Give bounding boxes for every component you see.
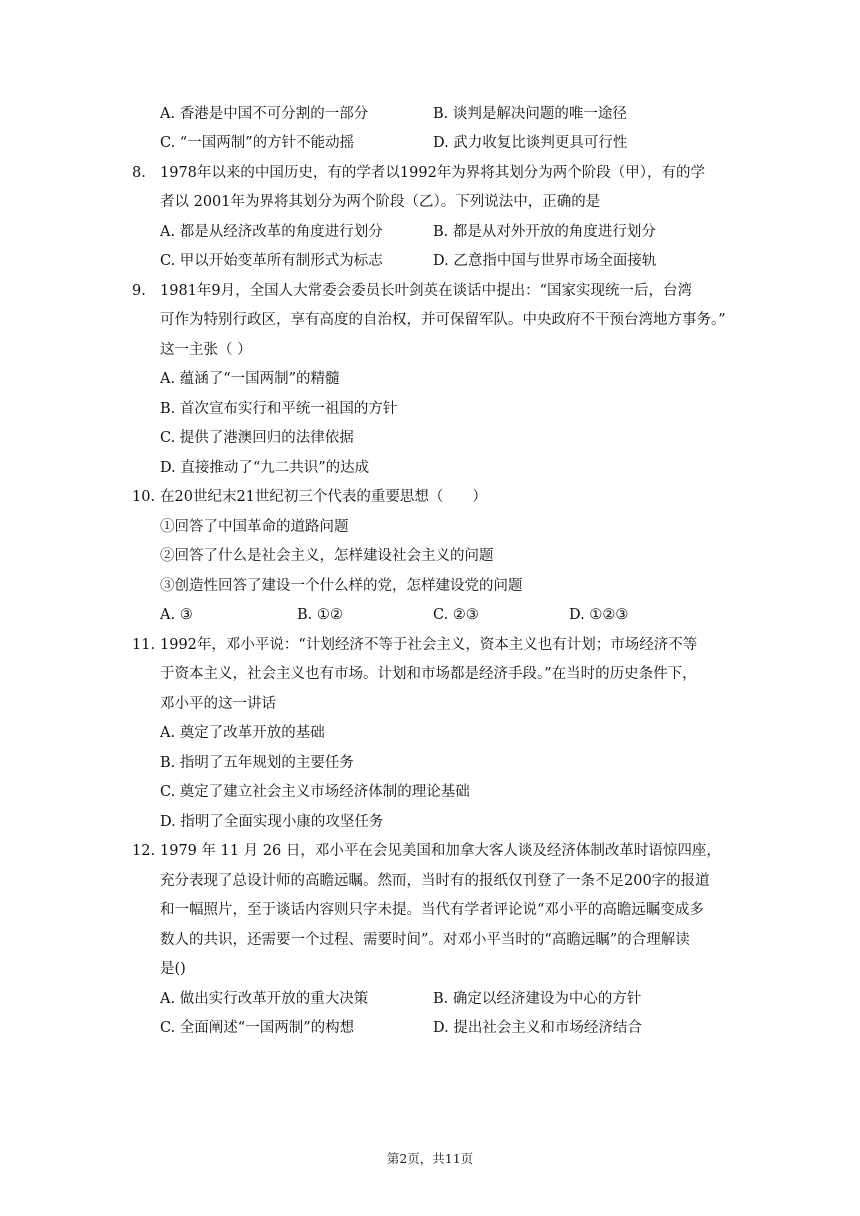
question-stem: 1981年9月，全国人大常委会委员长叶剑英在谈话中提出：“国家实现统一后，台湾: [160, 283, 693, 299]
option-a: A. 都是从经济改革的角度进行划分: [160, 224, 383, 240]
statement-item: ②回答了什么是社会主义，怎样建设社会主义的问题: [160, 548, 494, 564]
question-stem: 这一主张（ ）: [160, 342, 252, 358]
q7-option-c: C. “一国两制”的方针不能动摇: [160, 135, 355, 151]
q7-option-a: A. 香港是中国不可分割的一部分: [160, 106, 369, 122]
option-b: B. 确定以经济建设为中心的方针: [433, 991, 642, 1007]
statement-item: ①回答了中国革命的道路问题: [160, 519, 349, 535]
page-footer: 第2页，共11页: [386, 1151, 474, 1166]
question-stem: 和一幅照片，至于谈话内容则只字未提。当代有学者评论说“邓小平的高瞻远瞩变成多: [160, 902, 704, 918]
option-a: A. ③: [160, 607, 193, 623]
question-number: 8.: [132, 165, 146, 181]
option-c: C. 甲以开始变革所有制形式为标志: [160, 253, 383, 269]
question-stem: 1979 年 11 月 26 日，邓小平在会见美国和加拿大客人谈及经济体制改革时语惊四座，: [160, 843, 721, 859]
question-number: 10.: [132, 489, 156, 505]
option-d: D. ①②③: [569, 607, 629, 623]
option-b: B. ①②: [297, 607, 343, 623]
question-stem: 者以 2001年为界将其划分为两个阶段（乙）。下列说法中，正确的是: [160, 194, 601, 210]
q7-option-d: D. 武力收复比谈判更具可行性: [433, 135, 628, 151]
option-b: B. 都是从对外开放的角度进行划分: [433, 224, 656, 240]
question-stem: 是(): [160, 961, 186, 977]
question-number: 11.: [132, 637, 156, 653]
option-a: A. 奠定了改革开放的基础: [160, 725, 325, 741]
option-a: A. 做出实行改革开放的重大决策: [160, 991, 369, 1007]
question-stem: 于资本主义，社会主义也有市场。计划和市场都是经济手段。”在当时的历史条件下，: [160, 666, 697, 682]
q7-option-b: B. 谈判是解决问题的唯一途径: [433, 106, 627, 122]
option-d: D. 提出社会主义和市场经济结合: [433, 1020, 642, 1036]
question-stem: 数人的共识，还需要一个过程、需要时间”。对邓小平当时的“高瞻远瞩”的合理解读: [160, 932, 690, 948]
question-stem: 1978年以来的中国历史，有的学者以1992年为界将其划分为两个阶段（甲），有的学: [160, 165, 706, 181]
option-b: B. 首次宣布实行和平统一祖国的方针: [160, 401, 398, 417]
option-d: D. 直接推动了“九二共识”的达成: [160, 460, 370, 476]
question-stem: 邓小平的这一讲话: [160, 696, 276, 712]
option-d: D. 乙意指中国与世界市场全面接轨: [433, 253, 657, 269]
option-b: B. 指明了五年规划的主要任务: [160, 755, 354, 771]
question-stem: 在20世纪末21世纪初三个代表的重要思想（ ）: [160, 489, 487, 505]
question-stem: 可作为特别行政区，享有高度的自治权，并可保留军队。中央政府不干预台湾地方事务。”: [160, 312, 726, 328]
question-number: 12.: [132, 843, 156, 859]
option-d: D. 指明了全面实现小康的攻坚任务: [160, 814, 384, 830]
question-number: 9.: [132, 283, 146, 299]
option-c: C. 奠定了建立社会主义市场经济体制的理论基础: [160, 784, 470, 800]
statement-item: ③创造性回答了建设一个什么样的党，怎样建设党的问题: [160, 578, 523, 594]
option-c: C. 全面阐述“一国两制”的构想: [160, 1020, 355, 1036]
option-c: C. 提供了港澳回归的法律依据: [160, 430, 354, 446]
question-stem: 1992年，邓小平说：“计划经济不等于社会主义，资本主义也有计划；市场经济不等: [160, 637, 698, 653]
option-c: C. ②③: [433, 607, 479, 623]
question-stem: 充分表现了总设计师的高瞻远瞩。然而，当时有的报纸仅刊登了一条不足200字的报道: [160, 873, 710, 889]
option-a: A. 蕴涵了“一国两制”的精髓: [160, 371, 340, 387]
